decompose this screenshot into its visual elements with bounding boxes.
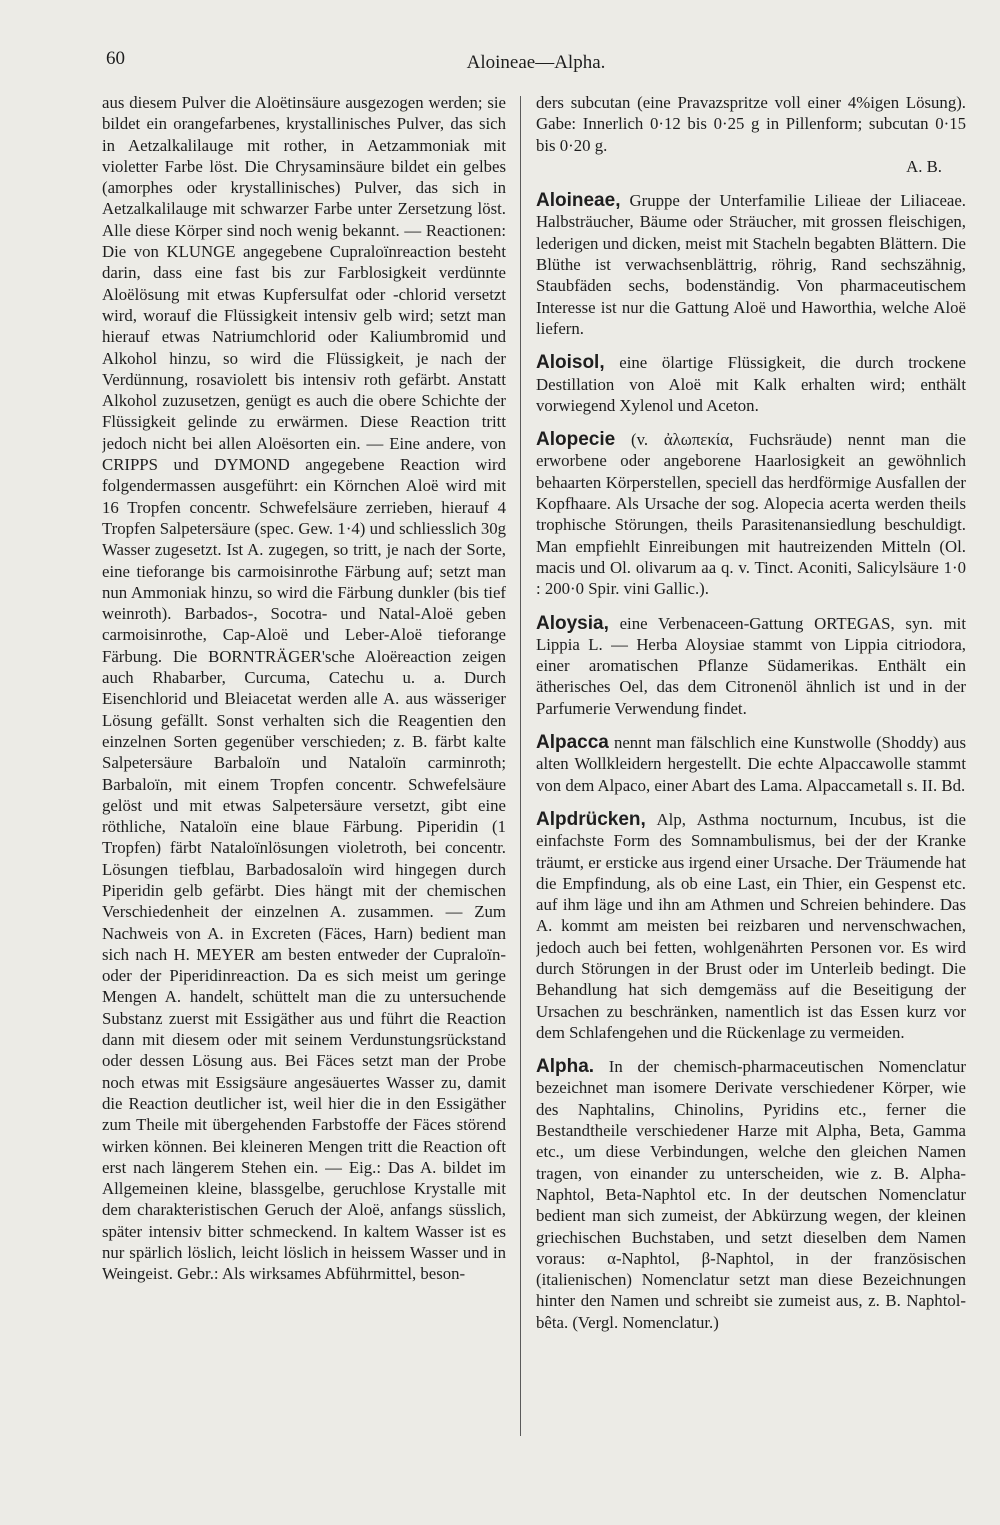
entry-text: Gruppe der Unterfamilie Lilieae der Liliaceae. Halbsträucher, Bäume oder Sträucher, mit grossen fleischigen, lederigen und dicken, meist mit Stacheln begabten Blättern. Die Blüthe ist verwachsenblättrig, röhrig, Rand sechszähnig, Staubfäden sechs, bodenständig. Von pharmaceutischem Interesse ist nur die Gattung Aloë und Haworthia, welche Aloë liefern. — [536, 191, 966, 338]
entry-term: Alpacca — [536, 732, 609, 754]
entry-term: Alpha. — [536, 1056, 595, 1078]
entry-term: Aloineae, — [536, 190, 621, 212]
entry-term: Aloysia, — [536, 612, 609, 634]
entry-alpha — [536, 1056, 966, 1333]
left-column — [102, 92, 506, 1472]
page-number: 60 — [106, 48, 125, 69]
entry-term: Aloisol, — [536, 352, 605, 374]
continuation-text: ders subcutan (eine Pravazspritze voll einer 4%igen Lösung). Gabe: Innerlich 0·12 bis 0·25 g in Pillenform; subcutan 0·15 bis 0·20 g. — [536, 93, 966, 155]
entry-text: eine ölartige Flüssigkeit, die durch trockene Destillation von Aloë mit Kalk erhalten wird; enthält vorwiegend Xylenol und Aceton. — [536, 353, 966, 415]
left-column-text: aus diesem Pulver die Aloëtinsäure ausgezogen werden; sie bildet ein orangefarbenes, krystallinisches Pulver, das sich in Aetzalkalilauge mit rother, in Aetzammoniak mit violetter Farbe löst. Die Chrysaminsäure bildet ein gelbes (amorphes oder krystallinisches) Pulver, das sich in Aetzalkalilauge mit schwarzer Farbe unter Zersetzung löst. Alle diese Körper sind noch wenig bekannt. — Reactionen: Die von KLUNGE angegebene Cupraloïnreaction besteht darin, dass eine fast bis zur Farblosigkeit verdünnte Aloëlösung mit etwas Kupfersulfat oder -chlorid versetzt wird, worauf die Flüssigkeit intensiv gelb wird; setzt man hierauf etwas Natriumchlorid oder Kaliumbromid und Alkohol hinzu, so wird die Flüssigkeit, je nach der Verdünnung, rosaviolett bis intensiv roth gefärbt. Anstatt Alkohol zuzusetzen, genügt es auch die obere Schichte der Flüssigkeit gelinde zu erwärmen. Diese Reaction tritt jedoch nicht bei allen Aloësorten ein. — Eine andere, von CRIPPS und DYMOND angegebene Reaction wird folgendermassen ausgeführt: ein Körnchen Aloë wird mit 16 Tropfen concentr. Schwefelsäure zerrieben, hierauf 4 Tropfen Salpetersäure (spec. Gew. 1·4) und schliesslich 30g Wasser zugesetzt. Ist A. zugegen, so tritt, je nach der Sorte, eine tieforange bis carmoisinrothe Färbung auf; setzt man nun Ammoniak hinzu, so wird die Färbung dunkler (bis tief weinroth). Barbados-, Socotra- und Natal-Aloë geben carmoisinrothe, Cap-Aloë und Leber-Aloë tieforange Färbung. Die BORNTRÄGER'sche Aloëreaction zeigen auch Rhabarber, Curcuma, Catechu u. a. Durch Eisenchlorid und Bleiacetat werden alle A. aus wässeriger Lösung gefällt. Sonst verhalten sich die Reagentien den einzelnen Sorten gegenüber verschieden; z. B. färbt kalte Salpetersäure Barbaloïn und Nataloïn carminroth; Barbaloïn, mit einem Tropfen concentr. Schwefelsäure gelöst und mit etwas Salpetersäure versetzt, gibt eine röthliche, Nataloïn eine blaue Färbung. Piperidin (1 Tropfen) färbt Nataloïnlösungen violetroth, bei concentr. Lösungen tiefblau, Barbadosaloïn wird hingegen durch Piperidin gelb gefärbt. Dies hängt mit der chemischen Verschiedenheit der einzelnen A. zusammen. — Zum Nachweis von A. in Excreten (Fäces, Harn) bedient man sich nach H. MEYER am besten entweder der Cupraloïn- oder der Piperidinreaction. Da es sich meist um geringe Mengen A. handelt, schüttelt man die zu untersuchende Substanz zuerst mit Essigäther aus und führt die Reaction dann mit diesem oder mit seinem Verdunstungsrückstand oder dessen Lösung aus. Bei Fäces setzt man der Probe noch etwas mit Essigsäure angesäuertes Wasser zu, damit die Reaction deutlicher ist, weil hier die in den Essigäther zum Theile mit übergehenden Farbstoffe der Fäces störend wirken können. Bei kleineren Mengen tritt die Reaction oft erst nach längerem Stehen ein. — Eig.: Das A. bildet im Allgemeinen kleine, blassgelbe, geruchlose Krystalle mit dem charakteristischen Geruch der Aloë, anfangs süsslich, später intensiv bitter schmeckend. In kaltem Wasser ist es nur spärlich löslich, leicht löslich in heissem Wasser und in Weingeist. Gebr.: Als wirksames Abführmittel, beson- — [102, 93, 506, 1284]
entry-text: Alp, Asthma nocturnum, Incubus, ist die einfachste Form des Somnambulismus, bei der der Kranke träumt, er ersticke aus irgend einer Ursache. Der Träumende hat die Empfindung, als ob eine Last, ein Thier, ein Gespenst etc. auf ihm läge und ihn am Athmen und Schreien behindere. Das A. kommt am meisten bei reizbaren und nervenschwachen, jedoch auch bei fetten, wohlgenährten Personen vor. Es wird durch Störungen in der Brust oder im Unterleib bedingt. Die Behandlung hat sich demgemäss auf die Beseitigung der Ursachen zu beschränken, namentlich ist das Essen kurz vor dem Schlafengehen und die Rückenlage zu vermeiden. — [536, 809, 966, 1042]
column-divider — [520, 96, 521, 1436]
right-column — [536, 92, 966, 1472]
entry-alpacca — [536, 732, 966, 796]
entry-text: eine Verbenaceen-Gattung ORTEGAS, syn. mit Lippia L. — Herba Aloysiae stammt von Lippia citriodora, einer aromatischen Pflanze Südamerikas. Enthält ein ätherisches Oel, das dem Citronenöl ähnlich ist und in der Parfumerie Verwendung findet. — [536, 613, 966, 718]
entry-text: nennt man fälschlich eine Kunstwolle (Shoddy) aus alten Wollkleidern hergestellt. Die echte Alpaccawolle stammt von dem Alpaco, einer Abart des Lama. Alpaccametall s. II. Bd. — [536, 733, 966, 795]
page-header — [106, 44, 966, 84]
continuation-paragraph — [536, 92, 966, 177]
entry-aloisol — [536, 352, 966, 416]
entry-text: (v. ἀλωπεκία, Fuchsräude) nennt man die erworbene oder angeborene Haarlosigkeit an gewöhnlich behaarten Körperstellen, speciell das herdförmige Ausfallen der Kopfhaare. Als Ursache der sog. Alopecia acerta werden theils trophische Störungen, theils Parasitenansiedlung beschuldigt. Man empfiehlt Einreibungen mit hautreizenden Mitteln (Ol. macis und Ol. olivarum aa q. v. Tinct. Aconiti, Salicylsäure 1·0 : 200·0 Spir. vini Gallic.). — [536, 430, 966, 599]
entry-alpdruecken — [536, 809, 966, 1043]
entry-term: Alpdrücken, — [536, 808, 646, 830]
author-signature: A. B. — [906, 156, 942, 176]
entry-aloysia — [536, 613, 966, 719]
entry-term: Alopecie — [536, 429, 616, 451]
entry-alopecie — [536, 429, 966, 599]
entry-aloineae — [536, 190, 966, 339]
entry-text: In der chemisch-pharmaceutischen Nomenclatur bezeichnet man isomere Derivate verschiedener Körper, wie des Naphtalins, Chinolins, Pyridins etc., ferner die Bestandtheile verschiedener Harze mit Alpha, Beta, Gamma etc., um diese Verbindungen, welche den gleichen Namen tragen, von einander zu unterscheiden, wie z. B. Alpha-Naphtol, Beta-Naphtol etc. In der deutschen Nomenclatur bedient man sich zumeist, der Abkürzung wegen, der kleinen griechischen Buchstaben, und setzt dieselben dem Namen voraus: α-Naphtol, β-Naphtol, in der französischen (italienischen) Nomenclatur setzt man diese Bezeichnungen hinter den Namen und schreibt sie zumeist aus, z. B. Naphtol-bêta. (Vergl. Nomenclatur.) — [536, 1057, 966, 1332]
running-head: Aloineae—Alpha. — [466, 52, 606, 73]
